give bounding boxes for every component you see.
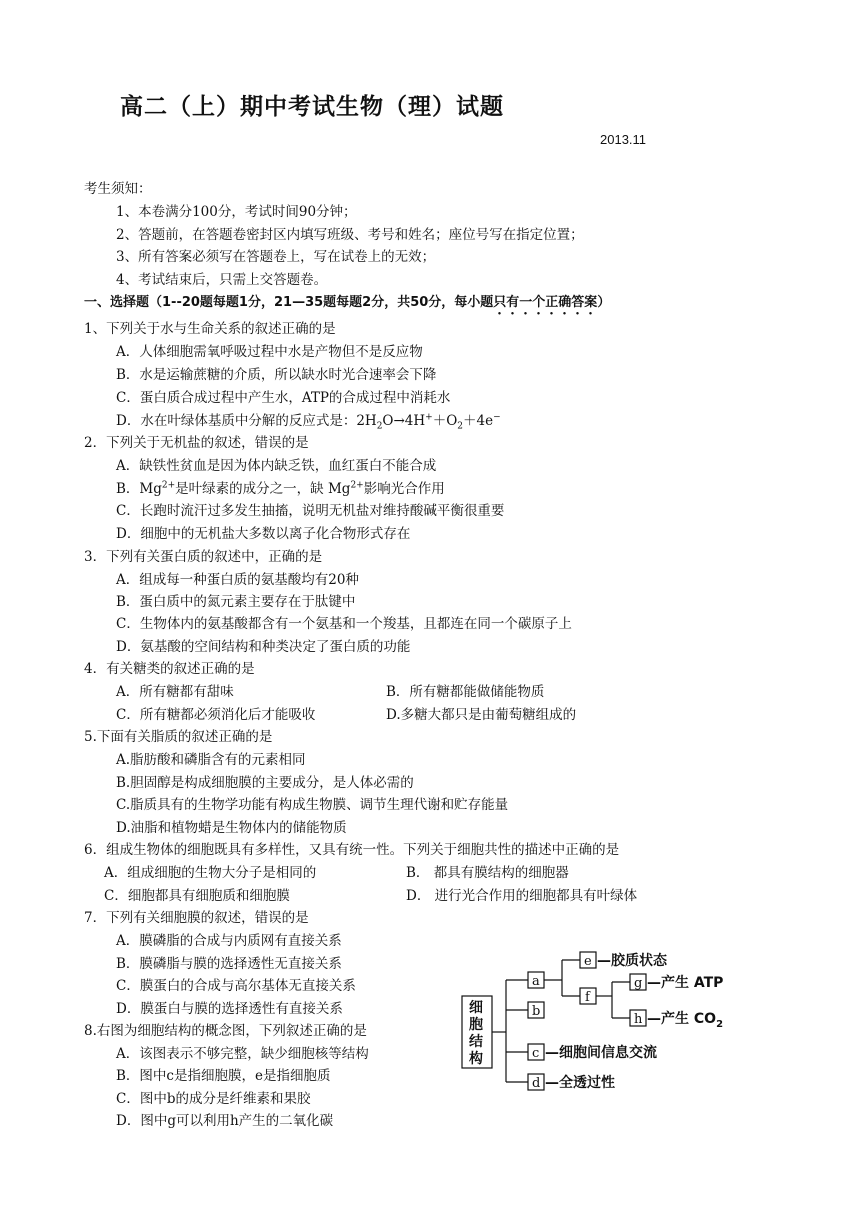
box-e-letter: e bbox=[584, 954, 592, 969]
option-d bbox=[116, 412, 501, 430]
q1-d-text: ＋O bbox=[432, 413, 458, 429]
q1-d-text: ＋4e bbox=[463, 413, 494, 429]
label-h bbox=[647, 1010, 723, 1030]
notice-heading: 考生须知： bbox=[84, 181, 152, 197]
question-stem: 4．有关糖类的叙述正确的是 bbox=[84, 661, 255, 677]
question-stem: 2．下列关于无机盐的叙述，错误的是 bbox=[84, 435, 309, 451]
question-stem: 7．下列有关细胞膜的叙述，错误的是 bbox=[84, 910, 309, 926]
option-a: A．该图表示不够完整，缺少细胞核等结构 bbox=[116, 1046, 369, 1062]
box-a-letter: a bbox=[532, 974, 540, 989]
section-heading bbox=[84, 294, 610, 318]
option-d: D．氨基酸的空间结构和种类决定了蛋白质的功能 bbox=[116, 639, 411, 655]
option-d: D.多糖大都只是由葡萄糖组成的 bbox=[386, 707, 577, 723]
option-b: B．图中c是指细胞膜，e是指细胞质 bbox=[116, 1068, 331, 1084]
option-c: C．膜蛋白的合成与高尔基体无直接关系 bbox=[116, 978, 356, 994]
superscript: 2+ bbox=[350, 480, 364, 491]
option-c: C．蛋白质合成过程中产生水，ATP的合成过程中消耗水 bbox=[116, 390, 451, 406]
q2-b-text: B．Mg bbox=[116, 481, 162, 497]
option-a: A．组成每一种蛋白质的氨基酸均有20种 bbox=[116, 572, 359, 588]
root-label-char: 细 bbox=[469, 1000, 483, 1016]
q1-d-text: D．水在叶绿体基质中分解的反应式是：2H bbox=[116, 413, 377, 429]
question-stem: 3．下列有关蛋白质的叙述中，正确的是 bbox=[84, 549, 323, 565]
subscript: 2 bbox=[376, 421, 383, 432]
label-h-main: —产生 CO bbox=[647, 1011, 717, 1027]
box-f-letter: f bbox=[585, 990, 590, 1005]
q2-b-text: 影响光合作用 bbox=[363, 481, 445, 497]
option-b: B．膜磷脂与膜的选择透性无直接关系 bbox=[116, 956, 342, 972]
option-c: C．细胞都具有细胞质和细胞膜 bbox=[104, 888, 290, 904]
label-e: —胶质状态 bbox=[597, 953, 667, 969]
option-a: A.脂肪酸和磷脂含有的元素相同 bbox=[116, 752, 306, 768]
notice-item: 3、所有答案必须写在答题卷上，写在试卷上的无效； bbox=[116, 249, 436, 265]
option-c: C．长跑时流汗过多发生抽搐，说明无机盐对维持酸碱平衡很重要 bbox=[116, 503, 505, 519]
section-heading-emphasis: 只有一个正确答案 bbox=[493, 295, 598, 310]
option-b: B．水是运输蔗糖的介质，所以缺水时光合速率会下降 bbox=[116, 367, 437, 383]
superscript: − bbox=[493, 412, 501, 423]
question-stem: 8.右图为细胞结构的概念图，下列叙述正确的是 bbox=[84, 1023, 367, 1039]
option-d: D．图中g可以利用h产生的二氧化碳 bbox=[116, 1113, 334, 1129]
box-g-letter: g bbox=[634, 976, 643, 991]
option-a: A．缺铁性贫血是因为体内缺乏铁，血红蛋白不能合成 bbox=[116, 458, 437, 474]
notice-item: 2、答题前，在答题卷密封区内填写班级、考号和姓名；座位号写在指定位置； bbox=[116, 227, 584, 243]
notice-item: 4、考试结束后，只需上交答题卷。 bbox=[116, 272, 328, 288]
option-b: B.胆固醇是构成细胞膜的主要成分，是人体必需的 bbox=[116, 775, 414, 791]
option-d: D．膜蛋白与膜的选择透性有直接关系 bbox=[116, 1001, 343, 1017]
option-c: C.脂质具有的生物学功能有构成生物膜、调节生理代谢和贮存能量 bbox=[116, 797, 509, 813]
question-stem: 6．组成生物体的细胞既具有多样性，又具有统一性。下列关于细胞共性的描述中正确的是 bbox=[84, 842, 620, 858]
root-label-char: 结 bbox=[469, 1034, 483, 1050]
question-stem: 1、下列关于水与生命关系的叙述正确的是 bbox=[84, 321, 336, 337]
root-label-char: 构 bbox=[469, 1051, 483, 1067]
option-b: B．所有糖都能做储能物质 bbox=[386, 684, 545, 700]
box-d-letter: d bbox=[532, 1076, 541, 1091]
label-h-sub: 2 bbox=[716, 1019, 724, 1030]
label-c: —细胞间信息交流 bbox=[545, 1045, 657, 1061]
root-label-char: 胞 bbox=[469, 1017, 483, 1033]
option-b: B．蛋白质中的氮元素主要存在于肽键中 bbox=[116, 594, 356, 610]
option-c: C．图中b的成分是纤维素和果胶 bbox=[116, 1091, 311, 1107]
option-c: C．所有糖都必须消化后才能吸收 bbox=[116, 707, 316, 723]
option-d: D． 进行光合作用的细胞都具有叶绿体 bbox=[406, 888, 638, 904]
box-b-letter: b bbox=[532, 1004, 541, 1019]
cell-structure-diagram bbox=[458, 944, 768, 1094]
question-stem: 5.下面有关脂质的叙述正确的是 bbox=[84, 729, 273, 745]
label-g: —产生 ATP bbox=[647, 975, 724, 991]
q2-b-text: 是叶绿素的成分之一，缺 Mg bbox=[175, 481, 351, 497]
option-a: A．膜磷脂的合成与内质网有直接关系 bbox=[116, 933, 342, 949]
section-heading-end: ） bbox=[597, 295, 611, 310]
label-d: —全透过性 bbox=[545, 1075, 615, 1091]
page-title: 高二（上）期中考试生物（理）试题 bbox=[120, 94, 504, 120]
option-a: A．人体细胞需氧呼吸过程中水是产物但不是反应物 bbox=[116, 344, 423, 360]
superscript: 2+ bbox=[161, 480, 176, 491]
option-b: B． 都具有膜结构的细胞器 bbox=[406, 865, 569, 881]
option-d: D.油脂和植物蜡是生物体内的储能物质 bbox=[116, 820, 347, 836]
option-b bbox=[116, 480, 445, 498]
option-d: D．细胞中的无机盐大多数以离子化合物形式存在 bbox=[116, 526, 411, 542]
section-heading-main: 一、选择题（1--20题每题1分，21—35题每题2分，共50分，每小题 bbox=[84, 295, 494, 310]
superscript: + bbox=[425, 412, 433, 423]
box-c-letter: c bbox=[532, 1046, 540, 1061]
notice-item: 1、本卷满分100分，考试时间90分钟； bbox=[116, 204, 357, 220]
diagram-svg bbox=[458, 944, 768, 1094]
box-h-letter: h bbox=[634, 1012, 643, 1027]
option-a: A．组成细胞的生物大分子是相同的 bbox=[104, 865, 317, 881]
option-a: A．所有糖都有甜味 bbox=[116, 684, 234, 700]
q1-d-text: O→4H bbox=[382, 413, 426, 429]
exam-date: 2013.11 bbox=[600, 132, 647, 147]
option-c: C．生物体内的氨基酸都含有一个氨基和一个羧基，且都连在同一个碳原子上 bbox=[116, 616, 572, 632]
subscript: 2 bbox=[457, 421, 464, 432]
